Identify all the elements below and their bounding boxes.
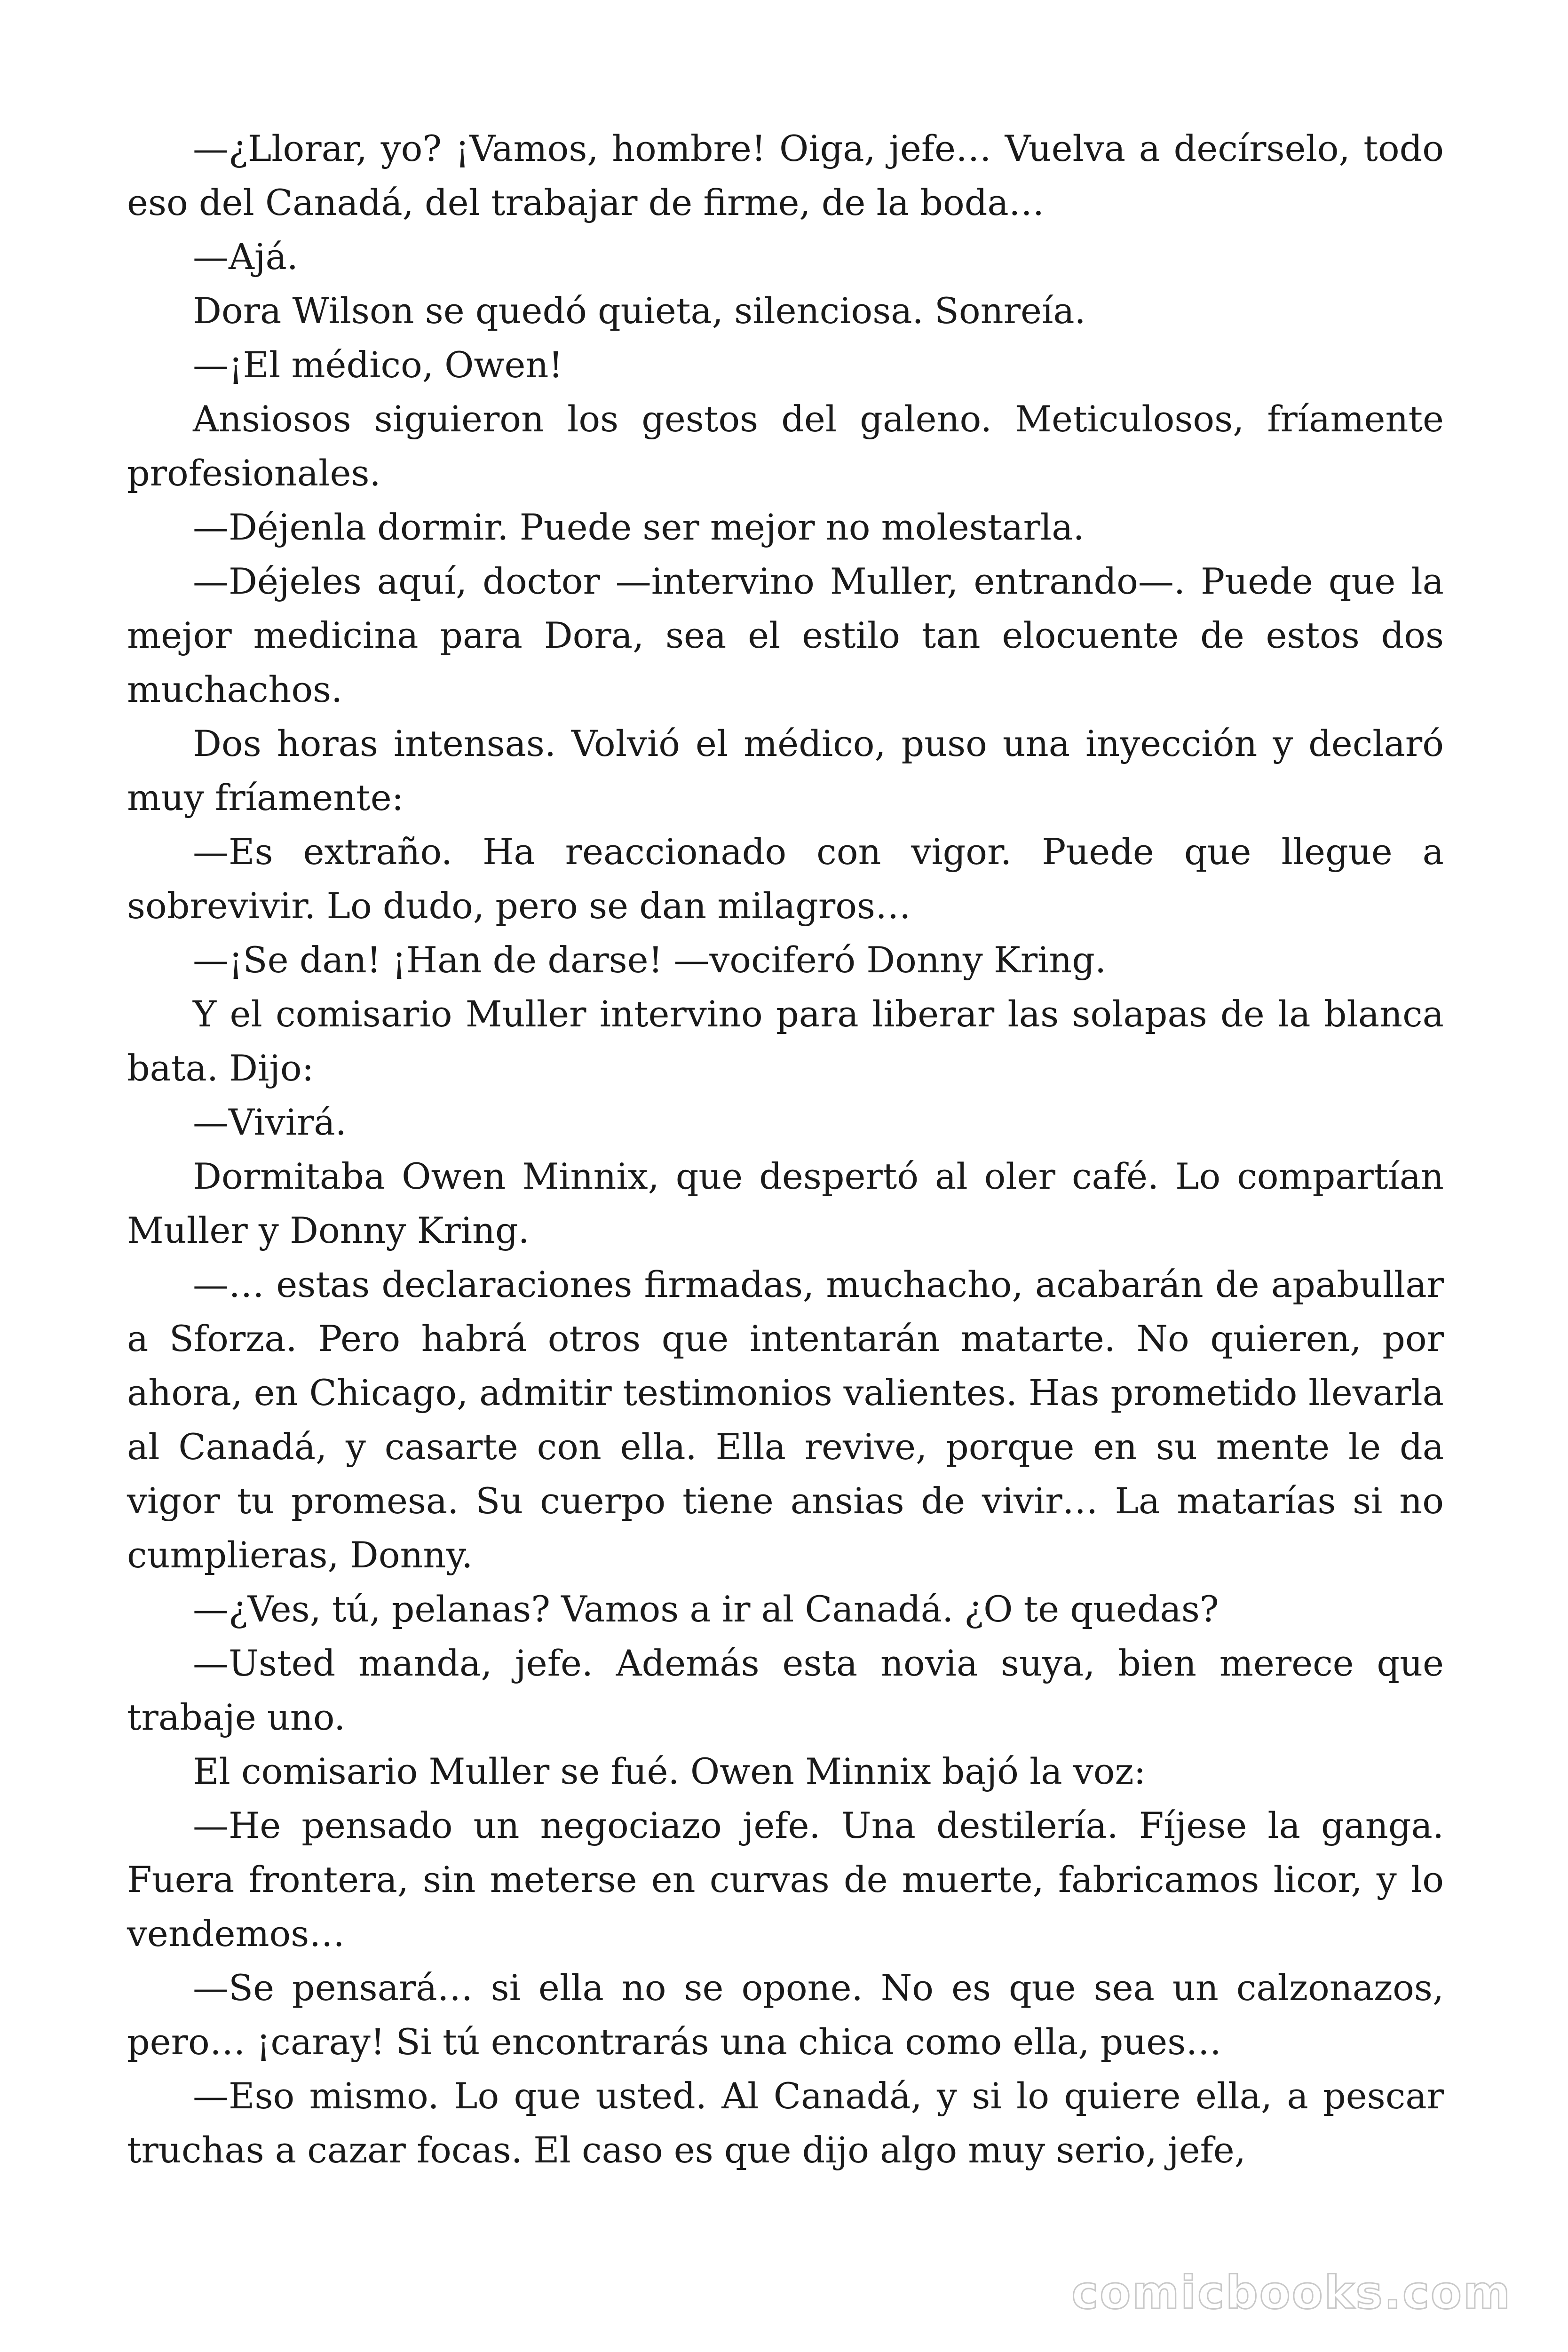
paragraph: Y el comisario Muller intervino para liberar las solapas de la blanca bata. Dijo:	[127, 993, 1444, 1089]
paragraph: —¡Se dan! ¡Han de darse! —vociferó Donny Kring.	[193, 939, 1107, 981]
paragraph: —Déjeles aquí, doctor —intervino Muller, entrando—. Puede que la mejor medicina para Dora, sea el estilo tan elocuente de estos dos muchachos.	[127, 560, 1444, 710]
paragraph: Dormitaba Owen Minnix, que despertó al oler café. Lo compartían Muller y Donny Kring.	[127, 1155, 1444, 1251]
paragraph: —Vivirá.	[193, 1101, 347, 1143]
paragraph: —Usted manda, jefe. Además esta novia suya, bien merece que trabaje uno.	[127, 1642, 1444, 1738]
page-body	[127, 121, 1444, 2177]
paragraph: —Déjenla dormir. Puede ser mejor no molestarla.	[193, 506, 1085, 548]
paragraph: —… estas declaraciones firmadas, muchacho, acabarán de apabullar a Sforza. Pero habrá otros que intentarán matarte. No quieren, por ahora, en Chicago, admitir testimonios valientes. Has prometido llevarla al Canadá, y casarte con ella. Ella revive, porque en su mente le da vigor tu promesa. Su cuerpo tiene ansias de vivir… La matarías si no cumplieras, Donny.	[127, 1263, 1444, 1576]
paragraph: Ansiosos siguieron los gestos del galeno. Meticulosos, fríamente profesionales.	[127, 398, 1444, 494]
paragraph: —He pensado un negociazo jefe. Una destilería. Fíjese la ganga. Fuera frontera, sin meterse en curvas de muerte, fabricamos licor, y lo vendemos…	[127, 1804, 1444, 1955]
paragraph: —¡El médico, Owen!	[193, 344, 563, 386]
watermark: comicbooks.com	[1071, 2266, 1512, 2319]
paragraph: —Se pensará… si ella no se opone. No es que sea un calzonazos, pero… ¡caray! Si tú encontrarás una chica como ella, pues…	[127, 1967, 1444, 2063]
paragraph: —¿Ves, tú, pelanas? Vamos a ir al Canadá. ¿O te quedas?	[193, 1588, 1219, 1630]
paragraph: Dora Wilson se quedó quieta, silenciosa. Sonreía.	[193, 290, 1086, 332]
paragraph: —Es extraño. Ha reaccionado con vigor. Puede que llegue a sobrevivir. Lo dudo, pero se dan milagros…	[127, 831, 1444, 927]
paragraph: El comisario Muller se fué. Owen Minnix bajó la voz:	[193, 1750, 1146, 1792]
paragraph: —Eso mismo. Lo que usted. Al Canadá, y si lo quiere ella, a pescar truchas a cazar focas. El caso es que dijo algo muy serio, jefe,	[127, 2075, 1444, 2171]
paragraph: —¿Llorar, yo? ¡Vamos, hombre! Oiga, jefe… Vuelva a decírselo, todo eso del Canadá, del trabajar de firme, de la boda…	[127, 127, 1444, 223]
paragraph: Dos horas intensas. Volvió el médico, puso una inyección y declaró muy fríamente:	[127, 723, 1444, 818]
paragraph: —Ajá.	[193, 236, 298, 278]
